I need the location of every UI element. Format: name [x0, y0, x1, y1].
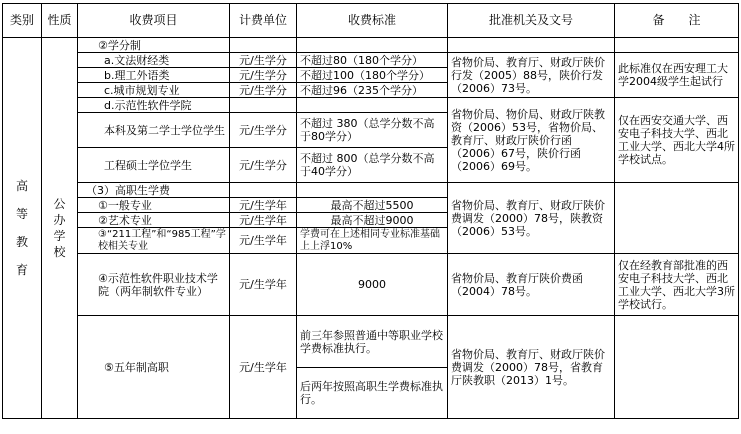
approval-cell: 省物价局、教育厅、财政厅陕价费调发（2000）78号，陕教资（2006）53号。 [448, 183, 615, 254]
item-cell: 工程硕士学位学生 [78, 148, 230, 183]
unit-cell: 元/生学分 [230, 68, 297, 83]
header-standard: 收费标准 [297, 4, 448, 38]
table-row [3, 254, 739, 316]
item-cell: ④示范性软件职业技术学院（两年制软件专业） [78, 254, 230, 316]
standard-cell: 最高不超过5500 [297, 198, 448, 213]
item-cell: a.文法财经类 [78, 53, 230, 68]
item-cell: ①一般专业 [78, 198, 230, 213]
item-cell: ③“211工程”和“985工程”学校相关专业 [78, 228, 230, 254]
table-row [3, 98, 739, 113]
standard-cell: 不超过 380（总学分数不高于80学分） [297, 113, 448, 148]
fee-table [2, 3, 739, 419]
category-char: 教 [15, 235, 28, 249]
item-cell: ②艺术专业 [78, 213, 230, 228]
header-category: 类别 [3, 4, 42, 38]
remark-cell: 仅在西安交通大学、西安电子科技大学、西北工业大学、西北大学4所学校试点。 [615, 98, 739, 183]
table-row [3, 316, 739, 368]
standard-cell: 前三年参照普通中等职业学校学费标准执行。 [297, 316, 448, 368]
unit-cell: 元/生学年 [230, 228, 297, 254]
table-row [3, 38, 739, 53]
unit-cell: 元/生学分 [230, 113, 297, 148]
item-cell: ⑤五年制高职 [78, 316, 230, 419]
standard-cell: 不超过 800（总学分数不高于40学分） [297, 148, 448, 183]
header-unit: 计费单位 [230, 4, 297, 38]
approval-cell: 省物价局、教育厅、财政厅陕价费调发（2000）78号，省教育厅陕教职（2013）1号。 [448, 316, 615, 419]
standard-cell: 不超过80（180个学分） [297, 53, 448, 68]
remark-cell: 仅在经教育部批准的西安电子科技大学、西北工业大学、西北大学3所学校试行。 [615, 254, 739, 316]
header-nature: 性质 [42, 4, 78, 38]
table-row [3, 183, 739, 198]
remark-cell: 此标准仅在西安理工大学2004级学生起试行 [615, 53, 739, 98]
standard-cell: 最高不超过9000 [297, 213, 448, 228]
unit-cell: 元/生学分 [230, 53, 297, 68]
standard-cell: 9000 [297, 254, 448, 316]
item-cell: d.示范性软件学院 [78, 98, 230, 113]
nature-cell [42, 38, 78, 419]
category-char: 高 [15, 179, 28, 193]
approval-cell: 省物价局、教育厅陕价费函（2004）78号。 [448, 254, 615, 316]
header-row [3, 4, 739, 38]
unit-cell: 元/生学分 [230, 83, 297, 98]
header-approval: 批准机关及文号 [448, 4, 615, 38]
standard-cell: 不超过100（180个学分） [297, 68, 448, 83]
approval-cell: 省物价局、物价局、财政厅陕教资（2006）53号，省物价局、教育厅、财政厅陕价行函（2006）67号，陕价行函（2006）69号。 [448, 98, 615, 183]
nature-char: 办 [53, 213, 66, 227]
unit-cell: 元/生学年 [230, 316, 297, 419]
category-char: 育 [15, 263, 28, 277]
table-row [3, 53, 739, 68]
nature-char: 校 [53, 245, 66, 259]
item-cell: 本科及第二学士学位学生 [78, 113, 230, 148]
standard-cell: 后两年按照高职生学费标准执行。 [297, 368, 448, 419]
unit-cell: 元/生学年 [230, 254, 297, 316]
header-remark: 备 注 [615, 4, 739, 38]
item-cell: b.理工外语类 [78, 68, 230, 83]
unit-cell: 元/生学年 [230, 198, 297, 213]
category-cell [3, 38, 42, 419]
standard-cell: 不超过96（235个学分） [297, 83, 448, 98]
header-item: 收费项目 [78, 4, 230, 38]
unit-cell: 元/生学年 [230, 213, 297, 228]
standard-cell: 学费可在上述相同专业标准基础上上浮10% [297, 228, 448, 254]
item-cell: c.城市规划专业 [78, 83, 230, 98]
section-title: ②学分制 [78, 38, 230, 53]
category-char: 等 [15, 207, 28, 221]
approval-cell: 省物价局、教育厅、财政厅陕价行发（2005）88号，陕价行发（2006）73号。 [448, 53, 615, 98]
nature-char: 学 [53, 229, 66, 243]
section-title: （3）高职生学费 [78, 183, 230, 198]
unit-cell: 元/生学分 [230, 148, 297, 183]
nature-char: 公 [53, 197, 66, 211]
